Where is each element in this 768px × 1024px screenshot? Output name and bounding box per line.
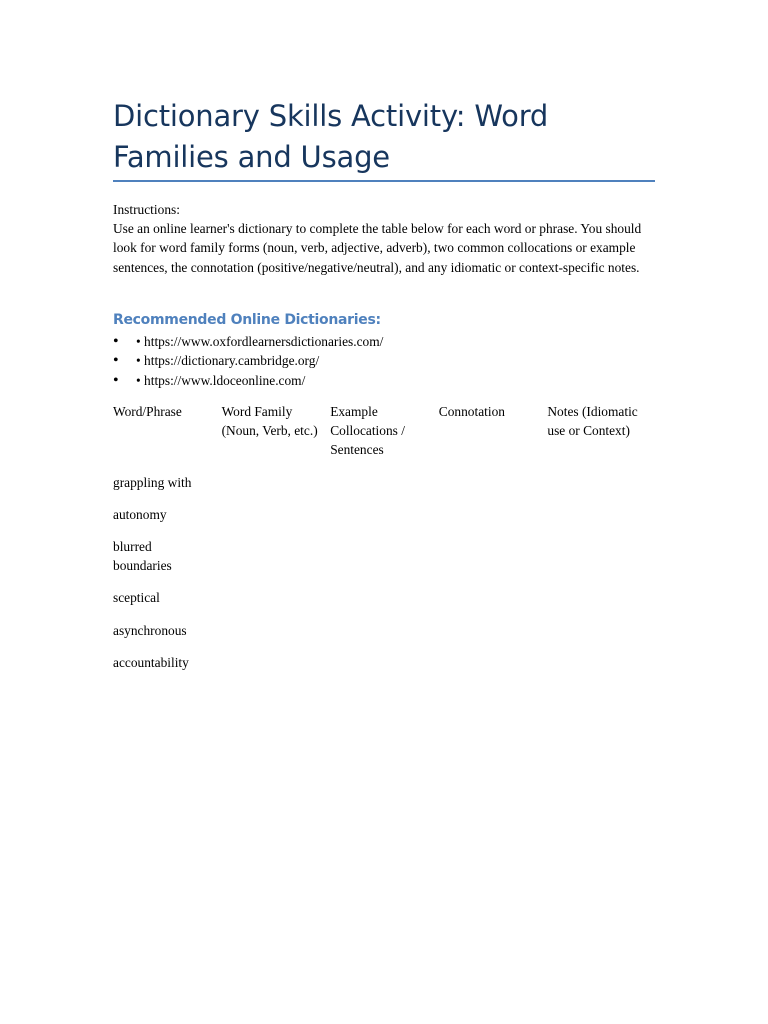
document-title: Dictionary Skills Activity: Word Families and Usage bbox=[113, 99, 549, 174]
cell-connotation bbox=[439, 621, 548, 640]
table-row bbox=[113, 653, 658, 672]
cell-word-family bbox=[222, 653, 331, 672]
cell-word-family bbox=[222, 505, 331, 524]
cell-notes bbox=[547, 653, 656, 672]
table-row bbox=[113, 588, 658, 607]
cell-collocations bbox=[330, 621, 439, 640]
list-item bbox=[113, 371, 383, 390]
header-notes: Notes (Idiomatic use or Context) bbox=[547, 404, 638, 439]
dictionaries-heading: Recommended Online Dictionaries: bbox=[113, 312, 381, 328]
bullet-icon: • bbox=[113, 352, 119, 370]
dictionary-list bbox=[113, 332, 383, 390]
cell-collocations bbox=[330, 473, 439, 492]
instructions-block bbox=[113, 200, 658, 277]
cell-collocations bbox=[330, 505, 439, 524]
cell-collocations bbox=[330, 588, 439, 607]
word-table bbox=[113, 402, 658, 685]
cell-connotation bbox=[439, 537, 548, 575]
cell-notes bbox=[547, 621, 656, 640]
cell-collocations bbox=[330, 653, 439, 672]
table-row bbox=[113, 505, 658, 524]
cell-collocations bbox=[330, 537, 439, 575]
instructions-label: Instructions: bbox=[113, 202, 180, 217]
cell-word-family bbox=[222, 621, 331, 640]
cell-connotation bbox=[439, 473, 548, 492]
table-row bbox=[113, 473, 658, 492]
cell-word: grappling with bbox=[113, 474, 192, 490]
cell-connotation bbox=[439, 653, 548, 672]
title-divider bbox=[113, 180, 655, 182]
cell-word-family bbox=[222, 588, 331, 607]
header-collocations: Example Collocations / Sentences bbox=[330, 404, 405, 458]
cell-word-family bbox=[222, 473, 331, 492]
cell-word: autonomy bbox=[113, 506, 167, 522]
header-word-phrase: Word/Phrase bbox=[113, 404, 182, 419]
cell-connotation bbox=[439, 505, 548, 524]
list-item bbox=[113, 332, 383, 351]
table-header-row bbox=[113, 402, 658, 460]
cell-notes bbox=[547, 473, 656, 492]
cell-word-family bbox=[222, 537, 331, 575]
header-connotation: Connotation bbox=[438, 404, 505, 419]
list-item bbox=[113, 351, 383, 370]
cell-notes bbox=[547, 588, 656, 607]
cell-word: accountability bbox=[113, 654, 189, 670]
instructions-text: Use an online learner's dictionary to complete the table below for each word or phrase. You should look for word family forms (noun, verb, adjective, adverb), two common collocations or example sentences, the connotation (positive/negative/neutral), and any idiomatic or context-specific notes. bbox=[113, 221, 642, 275]
dictionary-link-longman: • https://www.ldoceonline.com/ bbox=[136, 372, 306, 388]
bullet-icon: • bbox=[113, 333, 119, 350]
dictionary-link-oxford: • https://www.oxfordlearnersdictionaries.com/ bbox=[136, 334, 384, 349]
cell-word: sceptical bbox=[113, 590, 160, 606]
dictionary-link-cambridge: • https://dictionary.cambridge.org/ bbox=[136, 353, 320, 369]
cell-word: blurred boundaries bbox=[113, 539, 172, 574]
cell-word: asynchronous bbox=[113, 622, 187, 638]
cell-notes bbox=[547, 505, 656, 524]
table-row bbox=[113, 537, 658, 575]
cell-notes bbox=[547, 537, 656, 575]
table-row bbox=[113, 621, 658, 640]
cell-connotation bbox=[439, 588, 548, 607]
bullet-icon: • bbox=[113, 371, 119, 389]
header-word-family: Word Family (Noun, Verb, etc.) bbox=[221, 404, 318, 439]
